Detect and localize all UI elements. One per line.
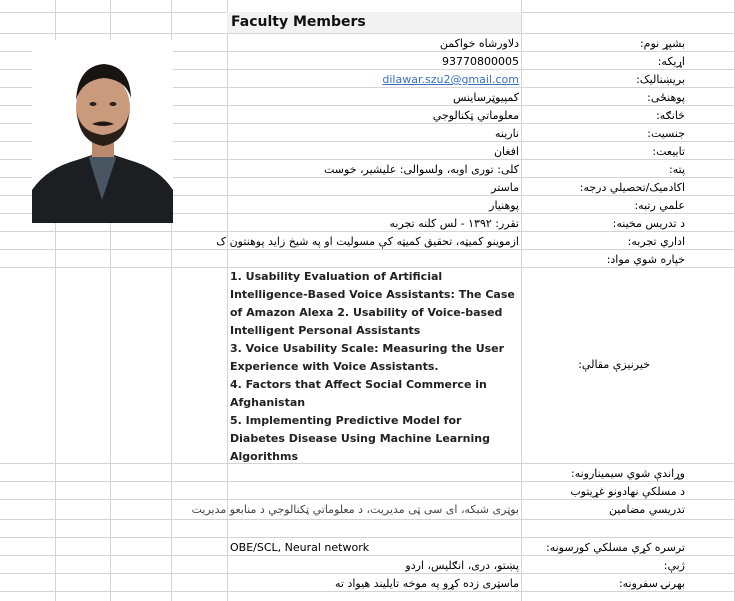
label-gender: جنسیت: (647, 127, 685, 140)
grid-line (0, 481, 735, 482)
value-languages[interactable]: پښتو، دری، انګلیس، اردو (405, 559, 519, 572)
article-item: 1. Usability Evaluation of Artificial Intelligence-Based Voice Assistants: The Case of Amazon Alexa 2. Usability of Voice-based Intelligent Personal Assistants (230, 270, 515, 337)
grid-line (0, 231, 735, 232)
article-item: 4. Factors that Affect Social Commerce in Afghanistan (230, 378, 487, 409)
grid-line (0, 537, 735, 538)
label-admin: اداري تجربه: (627, 235, 685, 248)
label-subjects: تدریسي مضامین (608, 503, 685, 516)
grid-line (0, 249, 735, 250)
label-seminars: وړاندې شوي سیمینارونه: (571, 467, 685, 480)
label-trainings: د مسلکې نهادونو غړیتوب (570, 485, 685, 498)
label-email: بریښنالیک: (636, 73, 685, 86)
value-subjects[interactable]: بوټری شبکه، ای سی ټی مدیریت، د معلوماتي ټکنالوجي د منابعو مدیریت (191, 503, 519, 516)
label-articles: خیرنیزې مقالې: (578, 358, 650, 371)
value-abroad[interactable]: ماسټری زده کړو په موخه تایلیند هیواد ته (334, 577, 519, 590)
label-department: څانګه: (656, 109, 685, 122)
value-rank[interactable]: پوهنیار (489, 199, 519, 212)
label-courses: ترسره کړي مسلکي کورسونه: (546, 541, 685, 554)
value-degree[interactable]: ماستر (491, 181, 519, 194)
label-publications: خپاره شوي مواد: (606, 253, 685, 266)
value-nationality[interactable]: افغان (493, 145, 519, 158)
label-faculty: پوهنځی: (647, 91, 685, 104)
grid-line (0, 519, 735, 520)
value-email-link[interactable]: dilawar.szu2@gmail.com (382, 73, 519, 86)
label-teaching: د تدریس مخینه: (612, 217, 685, 230)
grid-line (0, 33, 735, 34)
page-title: Faculty Members (231, 14, 366, 30)
value-admin[interactable]: ازموینو کمیټه، تحقیق کمیټه کې مسولیت او په شیخ زاید پوهنتون ک (216, 235, 519, 248)
article-item: 3. Voice Usability Scale: Measuring the User Experience with Voice Assistants. (230, 342, 505, 373)
value-teaching[interactable]: تقرر: ۱۳۹۲ - لس کلنه تجربه (389, 217, 519, 230)
grid-line (0, 555, 735, 556)
label-phone: اړیکه: (657, 55, 685, 68)
value-phone[interactable]: 93770800005 (442, 55, 519, 68)
label-address: پته: (669, 163, 685, 176)
label-languages: ژبې: (663, 559, 685, 572)
label-nationality: تابیعت: (652, 145, 685, 158)
grid-line (0, 499, 735, 500)
label-name: بشپړ نوم: (639, 37, 685, 50)
label-abroad: بهرنۍ سفرونه: (618, 577, 685, 590)
profile-photo (32, 40, 173, 223)
article-item: 5. Implementing Predictive Model for Diabetes Disease Using Machine Learning Algorithms (230, 414, 490, 463)
grid-line (0, 591, 735, 592)
value-address[interactable]: کلی: توری اوبه، ولسوالی: علیشیر، خوست (324, 163, 519, 176)
value-department[interactable]: معلوماتي ټکنالوجي (432, 109, 519, 122)
label-rank: علمي رتبه: (634, 199, 685, 212)
value-gender[interactable]: نارینه (494, 127, 519, 140)
grid-line (0, 573, 735, 574)
label-degree: اکادمیک/تحصیلي درجه: (579, 181, 685, 194)
articles-cell[interactable] (230, 268, 520, 466)
value-name[interactable]: دلاورشاه خواکمن (439, 37, 519, 50)
value-faculty[interactable]: کمپیوټرساینس (452, 91, 519, 104)
value-courses[interactable]: OBE/SCL, Neural network (230, 541, 370, 554)
